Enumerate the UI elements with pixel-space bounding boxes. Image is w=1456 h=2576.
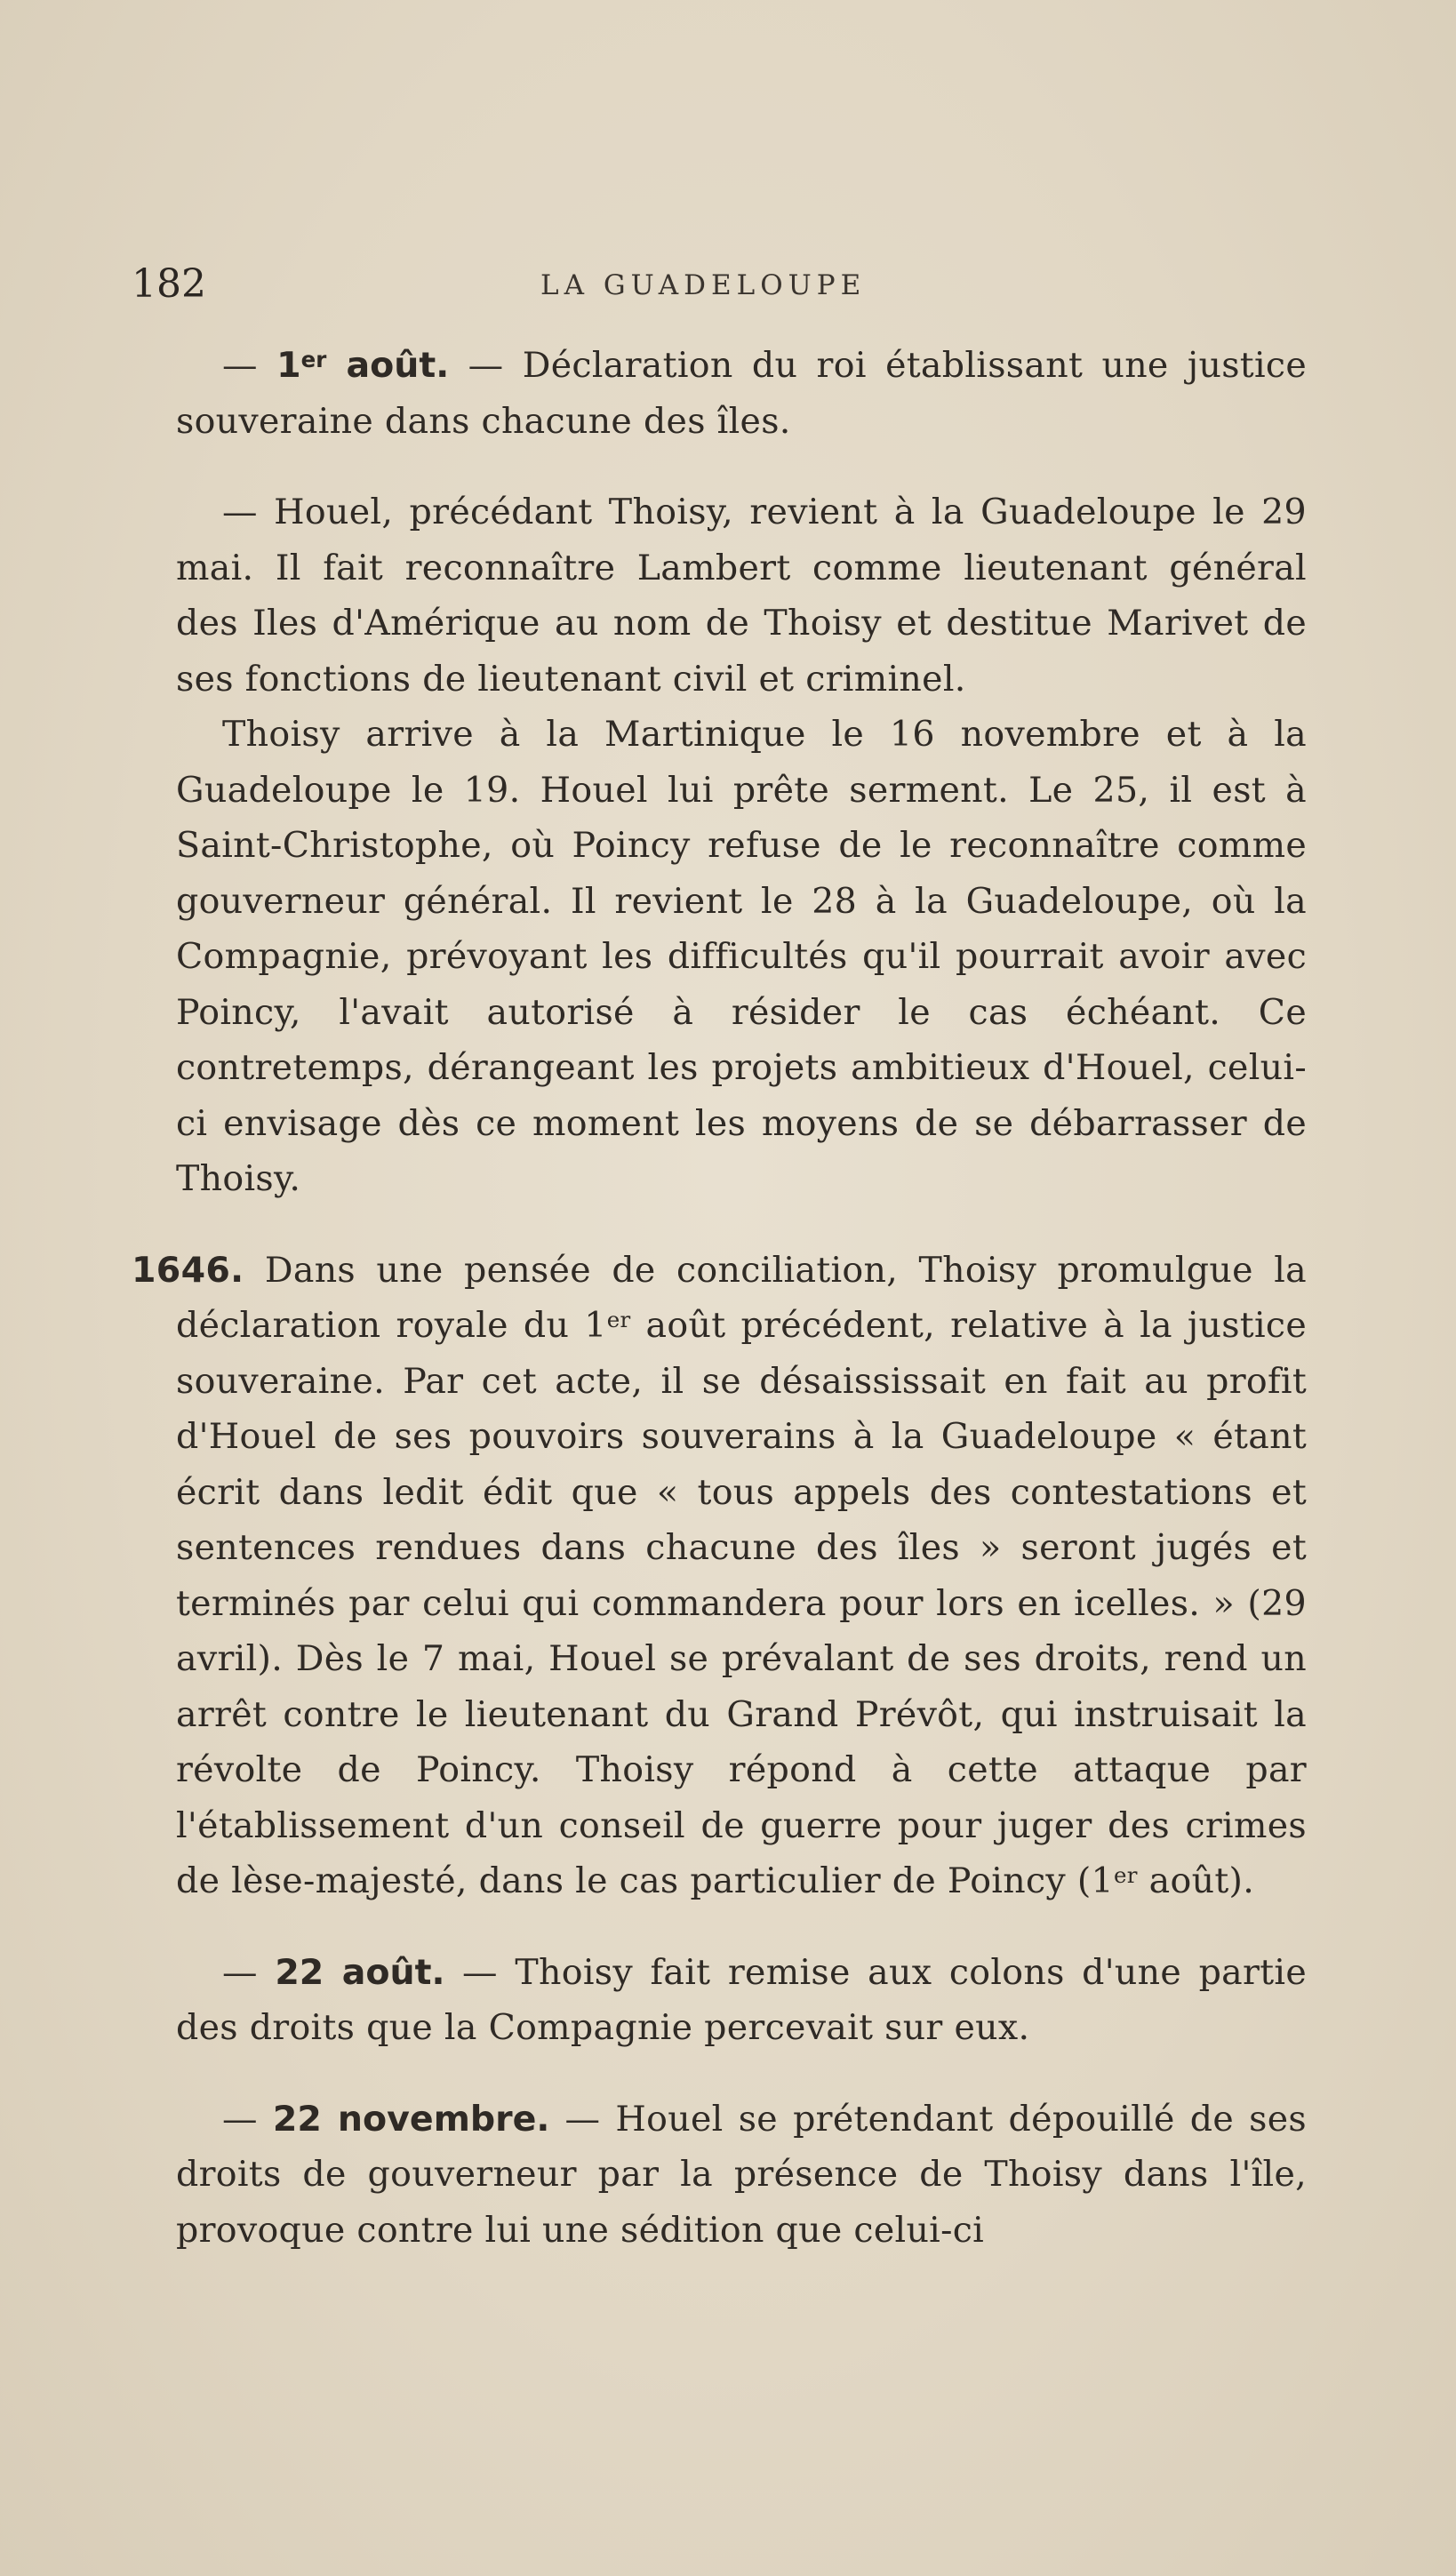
entry-1er-aout <box>176 338 1307 449</box>
entry-thoisy-arrives: Thoisy arrive à la Martinique le 16 novembre et à la Guadeloupe le 19. Houel lui prête serment. Le 25, il est à Saint-Christophe, où Poincy refuse de le reconnaître comme gouverneur général. Il revient le 28 à la Guadeloupe, où la Compagnie, prévoyant les difficultés qu'il pourrait avoir avec Poincy, l'avait autorisé à résider le cas échéant. Ce contretemps, dérangeant les projets ambitieux d'Houel, celui-ci envisage dès ce moment les moyens de se débarrasser de Thoisy. <box>176 714 1307 1199</box>
entry-date-num: 1 <box>276 345 301 386</box>
entry-text-b: août précédent, relative à la justice souveraine. Par cet acte, il se désaississait en fait au profit d'Houel de ses pouvoirs souverains à la Guadeloupe « étant écrit dans ledit édit que « tous appels des contestations et sentences rendues dans chacune des îles » seront jugés et terminés par celui qui commandera pour lors en icelles. » (29 avril). Dès le 7 mai, Houel se prévalant de ses droits, rend un arrêt contre le lieutenant du Grand Prévôt, qui instruisait la révolte de Poincy. Thoisy répond à cette attaque par l'établissement d'un conseil de guerre pour juger des crimes de lèse-majesté, dans le cas particulier de Poincy (1 <box>176 1305 1307 1901</box>
page-number: 182 <box>132 261 206 307</box>
entry-22-novembre <box>176 2092 1307 2259</box>
page-header <box>132 258 1316 311</box>
entry-date-sup: er <box>300 346 327 372</box>
running-head: LA GUADELOUPE <box>540 269 867 301</box>
entry-date: 22 novembre. <box>272 2098 550 2140</box>
entry-dash: — <box>222 2098 273 2140</box>
entry-houel-return: — Houel, précédant Thoisy, revient à la Guadeloupe le 29 mai. Il fait reconnaître Lambert comme lieutenant général des Iles d'Amérique au nom de Thoisy et destitue Marivet de ses fonctions de lieutenant civil et criminel. <box>176 492 1307 700</box>
paragraph-gap <box>176 1207 1307 1243</box>
entry-sup-a: er <box>606 1306 631 1332</box>
entry-dash: — <box>222 1951 276 1993</box>
entry-sup-b: er <box>1114 1861 1138 1888</box>
entry-date: 22 août. <box>275 1951 445 1993</box>
entry-text: — Thoisy fait remise aux colons d'une partie des droits que la Compagnie percevait sur eux. <box>176 1951 1307 2048</box>
page-body <box>132 338 1307 2258</box>
paragraph-gap <box>176 449 1307 484</box>
paragraph-gap <box>176 2056 1307 2092</box>
entry-1646 <box>132 1243 1307 1909</box>
year-heading: 1646. <box>132 1249 244 1291</box>
entry-date-rest: août. <box>326 345 450 386</box>
entry-text-a: Dans une pensée de conciliation, Thoisy promulgue la déclaration royale du 1 <box>176 1249 1307 1346</box>
entry-text: — Déclaration du roi établissant une justice souveraine dans chacune des îles. <box>176 345 1307 442</box>
entry-dash: — <box>222 345 277 386</box>
entry-text: — Houel se prétendant dépouillé de ses droits de gouverneur par la présence de Thoisy dans l'île, provoque contre lui une sédition que celui-ci <box>176 2098 1307 2251</box>
entry-22-aout <box>176 1945 1307 2056</box>
paragraph-gap <box>176 1909 1307 1945</box>
entry-text-c: août). <box>1137 1860 1255 1901</box>
